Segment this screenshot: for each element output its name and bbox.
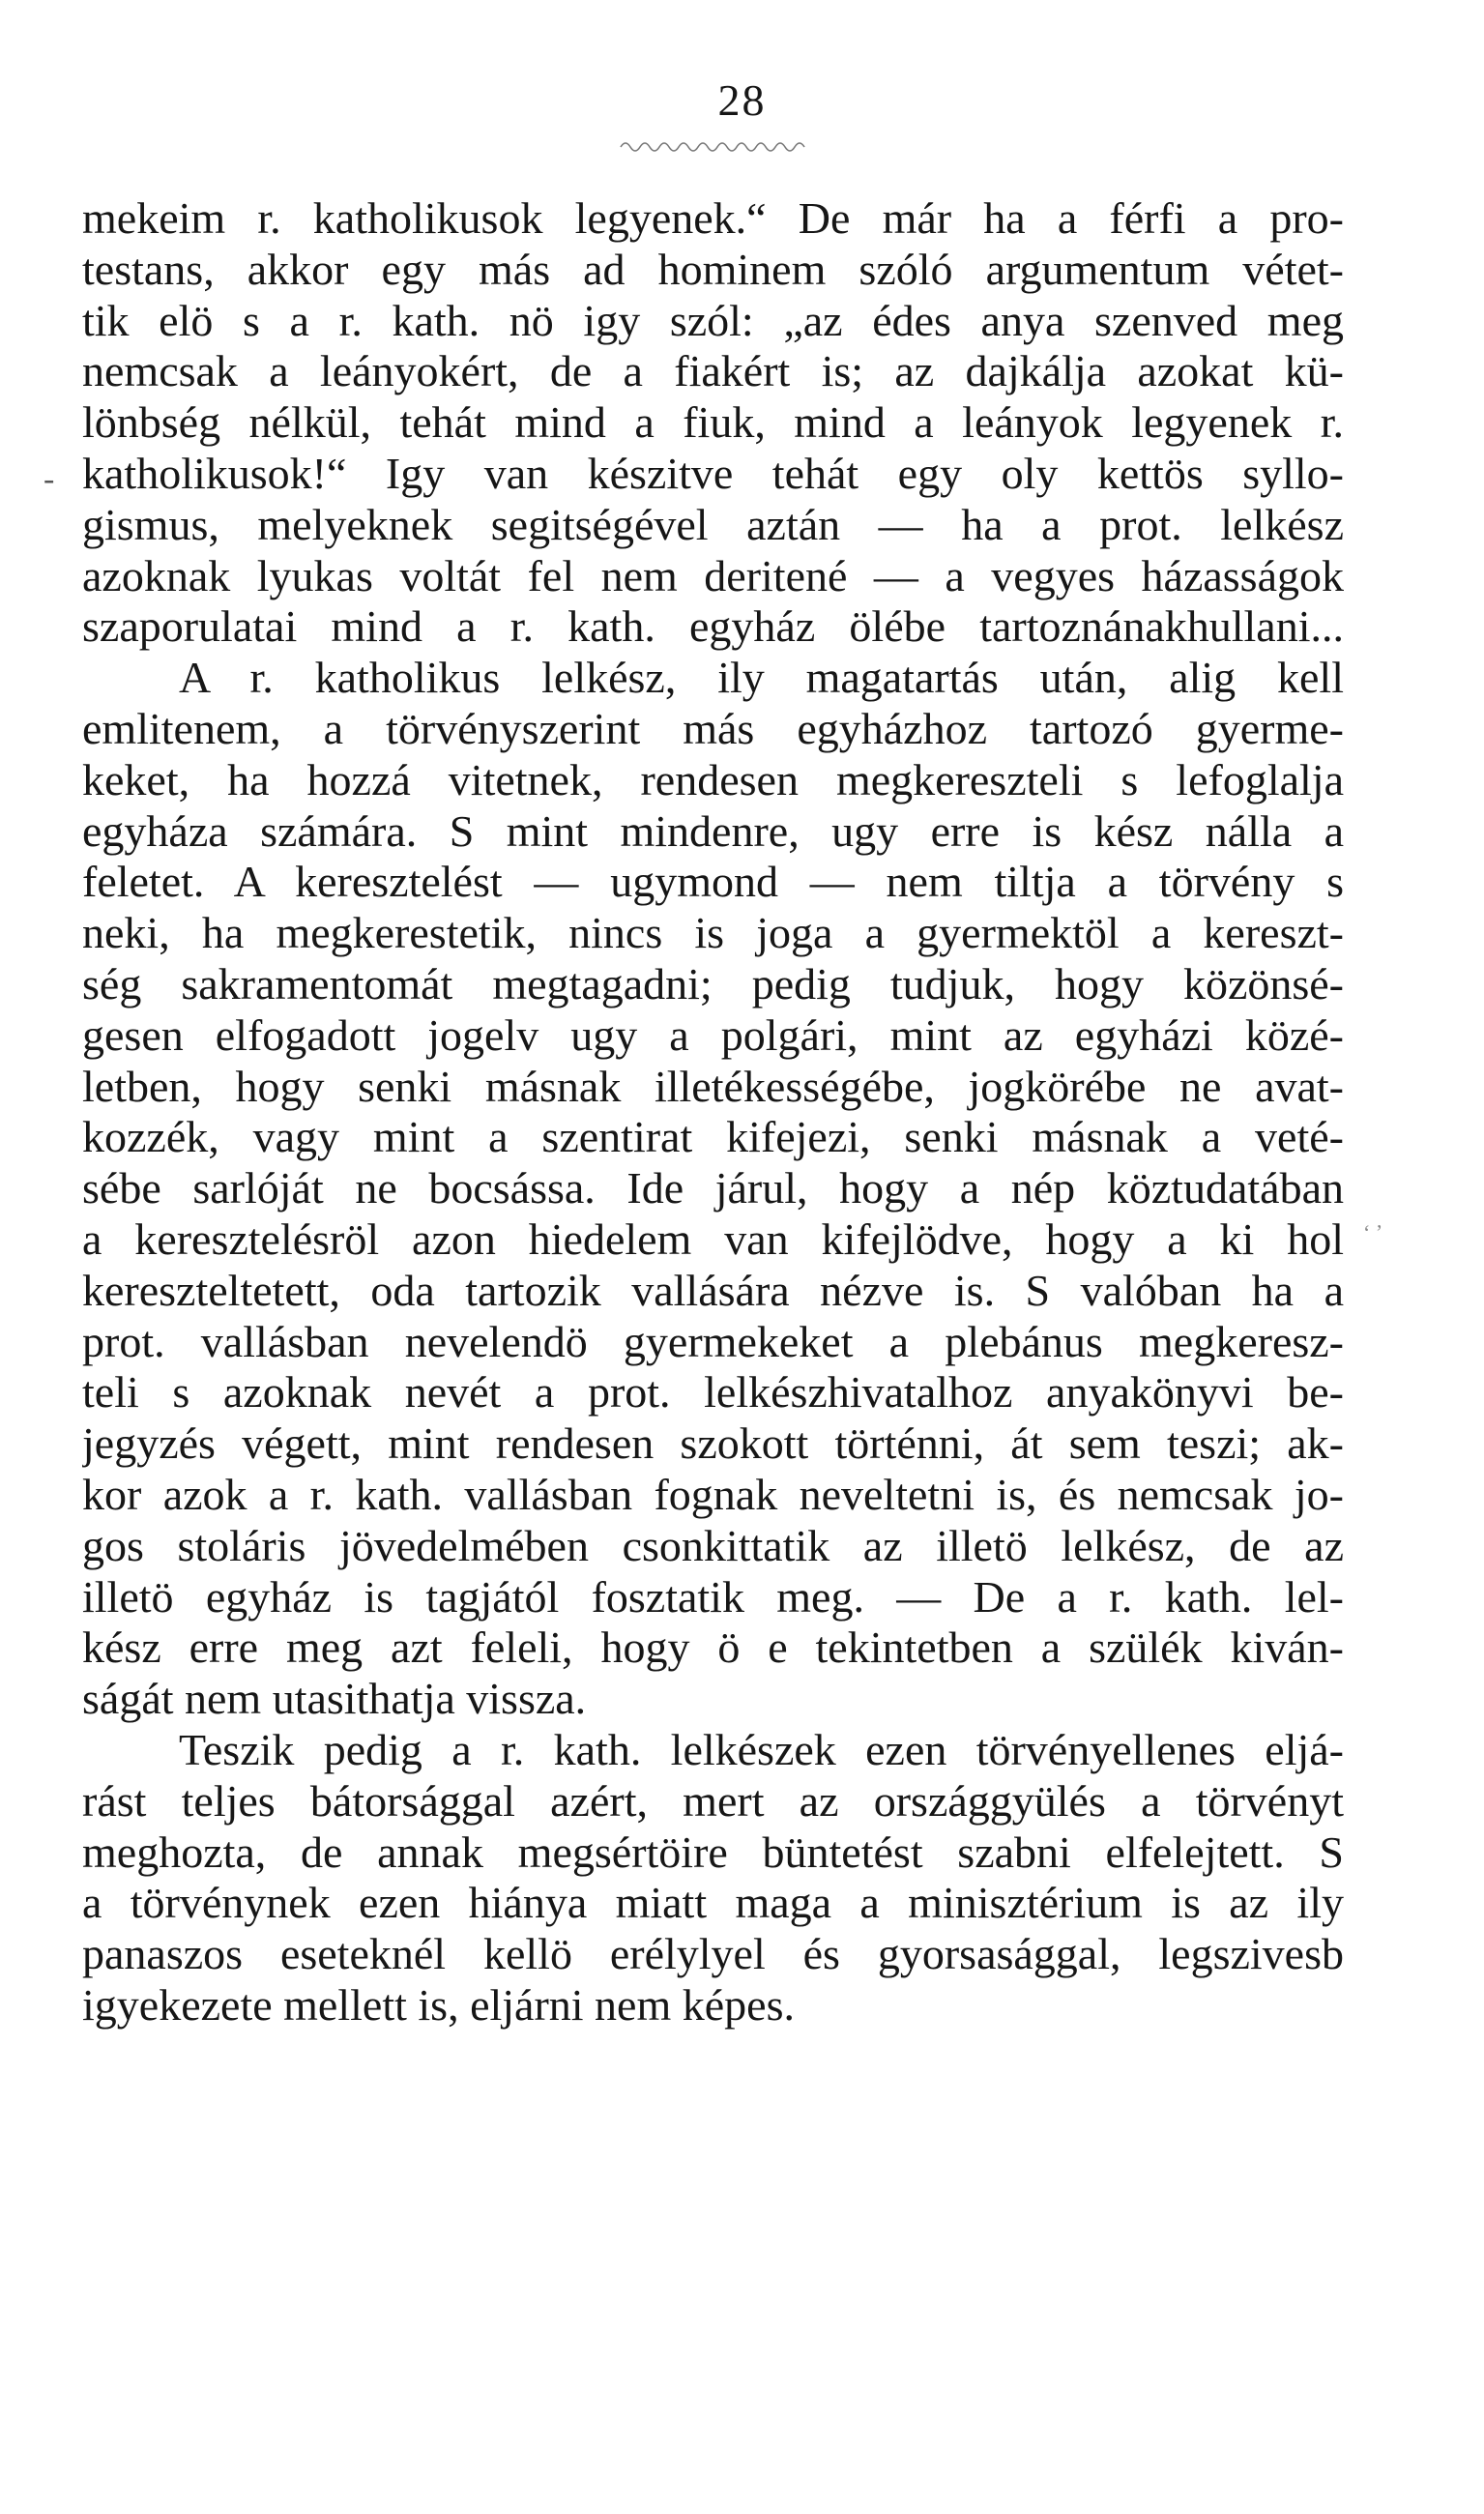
text-line: ságát nem utasithatja vissza. [82,1674,587,1724]
text-line: gesen elfogadott jogelv ugy a polgári, mint az egyházi közé- [82,1009,1344,1060]
text-line: gismus, melyeknek segitségével aztán — ha a prot. lelkész [82,499,1344,549]
text-line: azoknak lyukas voltát fel nem deritené — a vegyes házasságok [82,550,1344,600]
text-line: testans, akkor egy más ad hominem szóló argumentum vétet- [82,244,1344,294]
text-line: emlitenem, a törvényszerint más egyházhoz tartozó gyerme- [82,703,1344,753]
text-line: neki, ha megkerestetik, nincs is joga a gyermektöl a kereszt- [82,908,1344,958]
text-line: szaporulatai mind a r. kath. egyház ölébe tartoznánakhullani... [82,601,1344,652]
text-line: kor azok a r. kath. vallásban fognak neveltetni is, és nemcsak jo- [82,1469,1344,1519]
text-line: gos stoláris jövedelmében csonkittatik az illetö lelkész, de az [82,1520,1344,1570]
text-line: Teszik pedig a r. kath. lelkészek ezen törvényellenes eljá- [179,1724,1344,1774]
text-line: teli s azoknak nevét a prot. lelkészhivatalhoz anyakönyvi be- [82,1367,1344,1418]
text-line: egyháza számára. S mint mindenre, ugy erre is kész nálla a [82,805,1344,856]
text-line: mekeim r. katholikusok legyenek.“ De már ha a férfi a pro- [82,193,1344,243]
text-line: lönbség nélkül, tehát mind a fiuk, mind a leányok legyenek r. [82,397,1344,448]
page-number: 28 [717,75,767,125]
text-line: igyekezete mellett is, eljárni nem képes. [82,1979,795,2030]
text-line: kereszteltetett, oda tartozik vallására nézve is. S valóban ha a [82,1265,1344,1315]
text-line: A r. katholikus lelkész, ily magatartás után, alig kell [179,653,1344,703]
text-line: sébe sarlóját ne bocsássa. Ide járul, hogy a nép köztudatában [82,1163,1344,1213]
text-line: ség sakramentomát megtagadni; pedig tudjuk, hogy közönsé- [82,958,1344,1009]
text-line: kész erre meg azt feleli, hogy ö e tekintetben a szülék kiván- [82,1622,1344,1673]
text-line: letben, hogy senki másnak illetékességébe, jogkörébe ne avat- [82,1061,1344,1111]
text-line: meghozta, de annak megsértöire büntetést szabni elfelejtett. S [82,1827,1344,1877]
text-line: tik elö s a r. kath. nö igy szól: „az édes anya szenved meg [82,295,1344,345]
text-line: keket, ha hozzá vitetnek, rendesen megkereszteli s lefoglalja [82,754,1344,804]
margin-mark: ʻ ʼ [1363,1220,1383,1244]
text-line: rást teljes bátorsággal azért, mert az országgyülés a törvényt [82,1775,1344,1826]
text-line: feletet. A keresztelést — ugymond — nem tiltja a törvény s [82,857,1344,907]
text-line: jegyzés végett, mint rendesen szokott történni, át sem teszi; ak- [82,1418,1344,1469]
text-line: kozzék, vagy mint a szentirat kifejezi, senki másnak a veté- [82,1112,1344,1162]
text-line: illetö egyház is tagjától fosztatik meg. — De a r. kath. lel- [82,1571,1344,1622]
body-text [82,193,1344,2032]
wavy-rule-ornament [619,135,812,155]
text-line: a törvénynek ezen hiánya miatt maga a minisztérium is az ily [82,1878,1344,1928]
text-line: prot. vallásban nevelendö gyermekeket a plebánus megkeresz- [82,1316,1344,1366]
text-line: katholikusok!“ Igy van készitve tehát egy oly kettös syllo- [82,448,1344,498]
text-line: a keresztelésröl azon hiedelem van kifejlödve, hogy a ki hol [82,1213,1344,1264]
margin-dot: - [44,461,55,497]
text-line: panaszos eseteknél kellö erélylyel és gyorsasággal, legszivesb [82,1929,1344,1979]
text-line: nemcsak a leányokért, de a fiakért is; az dajkálja azokat kü- [82,346,1344,396]
